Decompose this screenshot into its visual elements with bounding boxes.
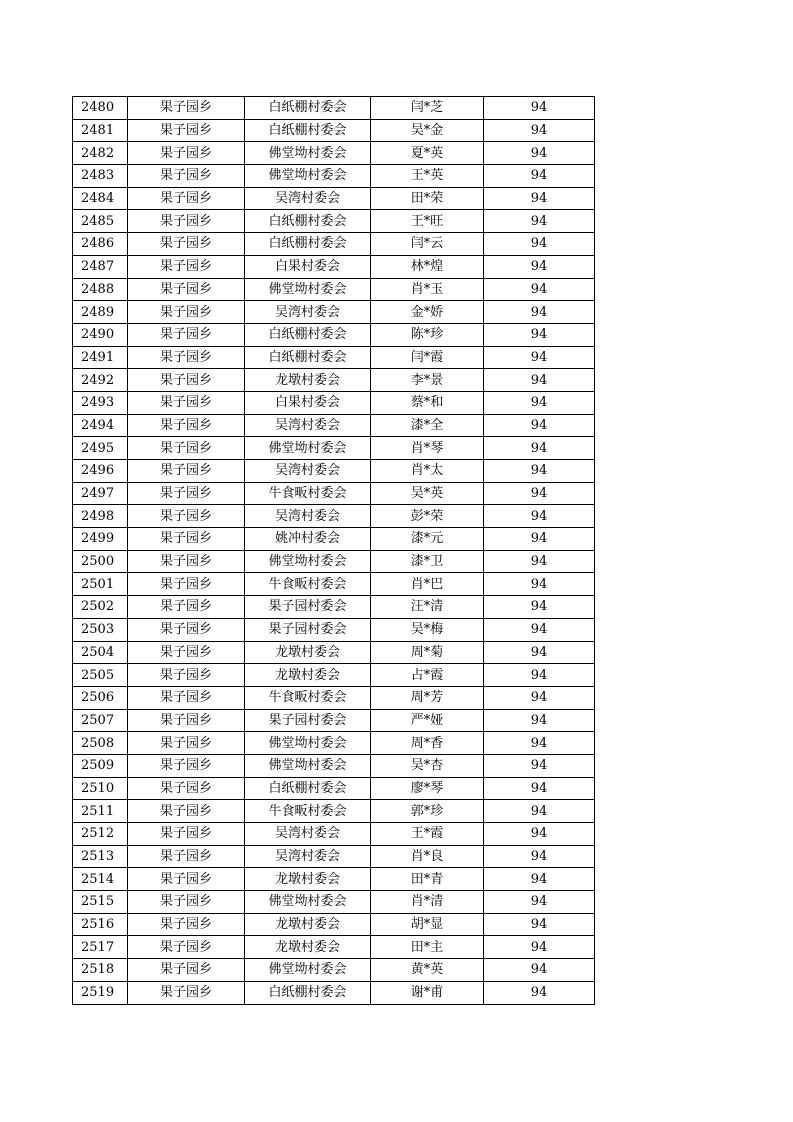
person-name-cell: 廖*琴: [371, 777, 484, 800]
table-row: [73, 528, 595, 551]
person-name-cell: 田*荣: [371, 187, 484, 210]
township-cell: 果子园乡: [128, 414, 245, 437]
row-number-cell: 2490: [73, 323, 128, 346]
village-committee-cell: 佛堂坳村委会: [245, 437, 371, 460]
row-number-cell: 2499: [73, 528, 128, 551]
village-committee-cell: 佛堂坳村委会: [245, 165, 371, 188]
row-number-cell: 2507: [73, 709, 128, 732]
village-committee-cell: 佛堂坳村委会: [245, 891, 371, 914]
person-name-cell: 王*英: [371, 165, 484, 188]
row-number-cell: 2504: [73, 641, 128, 664]
person-name-cell: 漆*卫: [371, 550, 484, 573]
row-number-cell: 2492: [73, 369, 128, 392]
person-name-cell: 林*煌: [371, 255, 484, 278]
row-number-cell: 2505: [73, 664, 128, 687]
village-committee-cell: 白纸棚村委会: [245, 777, 371, 800]
row-number-cell: 2500: [73, 550, 128, 573]
person-name-cell: 闫*云: [371, 233, 484, 256]
table-row: [73, 278, 595, 301]
village-committee-cell: 龙墩村委会: [245, 936, 371, 959]
row-number-cell: 2516: [73, 913, 128, 936]
township-cell: 果子园乡: [128, 528, 245, 551]
table-row: [73, 460, 595, 483]
row-number-cell: 2508: [73, 732, 128, 755]
person-name-cell: 占*霞: [371, 664, 484, 687]
township-cell: 果子园乡: [128, 550, 245, 573]
row-number-cell: 2511: [73, 800, 128, 823]
score-cell: 94: [484, 142, 595, 165]
score-cell: 94: [484, 119, 595, 142]
village-committee-cell: 白纸棚村委会: [245, 346, 371, 369]
township-cell: 果子园乡: [128, 142, 245, 165]
table-row: [73, 414, 595, 437]
row-number-cell: 2495: [73, 437, 128, 460]
table-row: [73, 686, 595, 709]
score-cell: 94: [484, 210, 595, 233]
table-row: [73, 573, 595, 596]
village-committee-cell: 吴湾村委会: [245, 301, 371, 324]
table-row: [73, 165, 595, 188]
village-committee-cell: 白果村委会: [245, 391, 371, 414]
row-number-cell: 2482: [73, 142, 128, 165]
table-row: [73, 981, 595, 1004]
table-row: [73, 596, 595, 619]
township-cell: 果子园乡: [128, 845, 245, 868]
village-committee-cell: 果子园村委会: [245, 709, 371, 732]
village-committee-cell: 果子园村委会: [245, 618, 371, 641]
village-committee-cell: 白果村委会: [245, 255, 371, 278]
township-cell: 果子园乡: [128, 732, 245, 755]
person-name-cell: 郭*珍: [371, 800, 484, 823]
person-name-cell: 吴*英: [371, 482, 484, 505]
township-cell: 果子园乡: [128, 981, 245, 1004]
person-name-cell: 李*景: [371, 369, 484, 392]
township-cell: 果子园乡: [128, 618, 245, 641]
table-row: [73, 437, 595, 460]
person-name-cell: 吴*金: [371, 119, 484, 142]
township-cell: 果子园乡: [128, 278, 245, 301]
score-cell: 94: [484, 165, 595, 188]
village-committee-cell: 白纸棚村委会: [245, 119, 371, 142]
person-name-cell: 周*菊: [371, 641, 484, 664]
row-number-cell: 2497: [73, 482, 128, 505]
village-committee-cell: 吴湾村委会: [245, 845, 371, 868]
person-name-cell: 闫*霞: [371, 346, 484, 369]
row-number-cell: 2506: [73, 686, 128, 709]
score-cell: 94: [484, 460, 595, 483]
township-cell: 果子园乡: [128, 913, 245, 936]
township-cell: 果子园乡: [128, 573, 245, 596]
township-cell: 果子园乡: [128, 596, 245, 619]
township-cell: 果子园乡: [128, 210, 245, 233]
table-row: [73, 119, 595, 142]
score-cell: 94: [484, 664, 595, 687]
township-cell: 果子园乡: [128, 97, 245, 120]
village-committee-cell: 佛堂坳村委会: [245, 754, 371, 777]
village-committee-cell: 白纸棚村委会: [245, 97, 371, 120]
village-committee-cell: 姚冲村委会: [245, 528, 371, 551]
score-cell: 94: [484, 528, 595, 551]
row-number-cell: 2501: [73, 573, 128, 596]
table-row: [73, 618, 595, 641]
score-cell: 94: [484, 97, 595, 120]
score-cell: 94: [484, 233, 595, 256]
table-row: [73, 959, 595, 982]
person-name-cell: 肖*良: [371, 845, 484, 868]
person-name-cell: 黄*英: [371, 959, 484, 982]
township-cell: 果子园乡: [128, 187, 245, 210]
score-cell: 94: [484, 414, 595, 437]
township-cell: 果子园乡: [128, 460, 245, 483]
person-name-cell: 蔡*和: [371, 391, 484, 414]
score-cell: 94: [484, 891, 595, 914]
row-number-cell: 2514: [73, 868, 128, 891]
table-row: [73, 823, 595, 846]
row-number-cell: 2486: [73, 233, 128, 256]
table-row: [73, 550, 595, 573]
row-number-cell: 2513: [73, 845, 128, 868]
table-row: [73, 369, 595, 392]
roster-table-body: [73, 97, 595, 1005]
township-cell: 果子园乡: [128, 119, 245, 142]
table-row: [73, 754, 595, 777]
township-cell: 果子园乡: [128, 709, 245, 732]
township-cell: 果子园乡: [128, 754, 245, 777]
score-cell: 94: [484, 391, 595, 414]
score-cell: 94: [484, 596, 595, 619]
township-cell: 果子园乡: [128, 823, 245, 846]
township-cell: 果子园乡: [128, 346, 245, 369]
township-cell: 果子园乡: [128, 777, 245, 800]
row-number-cell: 2512: [73, 823, 128, 846]
village-committee-cell: 白纸棚村委会: [245, 210, 371, 233]
score-cell: 94: [484, 823, 595, 846]
township-cell: 果子园乡: [128, 165, 245, 188]
row-number-cell: 2498: [73, 505, 128, 528]
person-name-cell: 谢*甫: [371, 981, 484, 1004]
table-row: [73, 913, 595, 936]
table-row: [73, 732, 595, 755]
score-cell: 94: [484, 981, 595, 1004]
table-row: [73, 891, 595, 914]
person-name-cell: 田*主: [371, 936, 484, 959]
township-cell: 果子园乡: [128, 505, 245, 528]
score-cell: 94: [484, 187, 595, 210]
score-cell: 94: [484, 437, 595, 460]
person-name-cell: 吴*梅: [371, 618, 484, 641]
row-number-cell: 2480: [73, 97, 128, 120]
person-name-cell: 肖*琴: [371, 437, 484, 460]
person-name-cell: 夏*英: [371, 142, 484, 165]
township-cell: 果子园乡: [128, 323, 245, 346]
township-cell: 果子园乡: [128, 959, 245, 982]
score-cell: 94: [484, 732, 595, 755]
person-name-cell: 田*青: [371, 868, 484, 891]
table-row: [73, 301, 595, 324]
row-number-cell: 2484: [73, 187, 128, 210]
score-cell: 94: [484, 845, 595, 868]
row-number-cell: 2515: [73, 891, 128, 914]
row-number-cell: 2510: [73, 777, 128, 800]
village-committee-cell: 佛堂坳村委会: [245, 278, 371, 301]
score-cell: 94: [484, 346, 595, 369]
table-row: [73, 391, 595, 414]
person-name-cell: 彭*荣: [371, 505, 484, 528]
score-cell: 94: [484, 868, 595, 891]
village-committee-cell: 牛食畈村委会: [245, 686, 371, 709]
score-cell: 94: [484, 686, 595, 709]
village-committee-cell: 佛堂坳村委会: [245, 732, 371, 755]
row-number-cell: 2487: [73, 255, 128, 278]
person-name-cell: 肖*巴: [371, 573, 484, 596]
village-committee-cell: 佛堂坳村委会: [245, 550, 371, 573]
score-cell: 94: [484, 301, 595, 324]
score-cell: 94: [484, 959, 595, 982]
row-number-cell: 2481: [73, 119, 128, 142]
table-row: [73, 868, 595, 891]
table-row: [73, 233, 595, 256]
person-name-cell: 周*香: [371, 732, 484, 755]
township-cell: 果子园乡: [128, 686, 245, 709]
score-cell: 94: [484, 255, 595, 278]
score-cell: 94: [484, 709, 595, 732]
row-number-cell: 2518: [73, 959, 128, 982]
township-cell: 果子园乡: [128, 664, 245, 687]
score-cell: 94: [484, 278, 595, 301]
township-cell: 果子园乡: [128, 437, 245, 460]
row-number-cell: 2483: [73, 165, 128, 188]
row-number-cell: 2493: [73, 391, 128, 414]
table-row: [73, 936, 595, 959]
village-committee-cell: 白纸棚村委会: [245, 233, 371, 256]
score-cell: 94: [484, 777, 595, 800]
person-name-cell: 漆*元: [371, 528, 484, 551]
village-committee-cell: 龙墩村委会: [245, 664, 371, 687]
village-committee-cell: 吴湾村委会: [245, 460, 371, 483]
village-committee-cell: 牛食畈村委会: [245, 573, 371, 596]
table-row: [73, 664, 595, 687]
village-committee-cell: 吴湾村委会: [245, 505, 371, 528]
table-row: [73, 346, 595, 369]
table-row: [73, 800, 595, 823]
village-committee-cell: 白纸棚村委会: [245, 323, 371, 346]
township-cell: 果子园乡: [128, 391, 245, 414]
roster-table: [72, 96, 595, 1005]
score-cell: 94: [484, 618, 595, 641]
person-name-cell: 金*娇: [371, 301, 484, 324]
score-cell: 94: [484, 641, 595, 664]
score-cell: 94: [484, 505, 595, 528]
score-cell: 94: [484, 550, 595, 573]
village-committee-cell: 吴湾村委会: [245, 414, 371, 437]
village-committee-cell: 牛食畈村委会: [245, 800, 371, 823]
village-committee-cell: 龙墩村委会: [245, 913, 371, 936]
village-committee-cell: 果子园村委会: [245, 596, 371, 619]
row-number-cell: 2517: [73, 936, 128, 959]
township-cell: 果子园乡: [128, 255, 245, 278]
township-cell: 果子园乡: [128, 936, 245, 959]
row-number-cell: 2491: [73, 346, 128, 369]
township-cell: 果子园乡: [128, 369, 245, 392]
township-cell: 果子园乡: [128, 233, 245, 256]
township-cell: 果子园乡: [128, 891, 245, 914]
village-committee-cell: 吴湾村委会: [245, 187, 371, 210]
table-row: [73, 187, 595, 210]
score-cell: 94: [484, 800, 595, 823]
person-name-cell: 汪*清: [371, 596, 484, 619]
row-number-cell: 2494: [73, 414, 128, 437]
score-cell: 94: [484, 369, 595, 392]
row-number-cell: 2485: [73, 210, 128, 233]
table-row: [73, 482, 595, 505]
score-cell: 94: [484, 573, 595, 596]
person-name-cell: 肖*清: [371, 891, 484, 914]
person-name-cell: 胡*显: [371, 913, 484, 936]
township-cell: 果子园乡: [128, 641, 245, 664]
score-cell: 94: [484, 323, 595, 346]
village-committee-cell: 牛食畈村委会: [245, 482, 371, 505]
table-row: [73, 255, 595, 278]
village-committee-cell: 佛堂坳村委会: [245, 142, 371, 165]
township-cell: 果子园乡: [128, 482, 245, 505]
person-name-cell: 周*芳: [371, 686, 484, 709]
person-name-cell: 肖*太: [371, 460, 484, 483]
township-cell: 果子园乡: [128, 868, 245, 891]
row-number-cell: 2488: [73, 278, 128, 301]
table-row: [73, 505, 595, 528]
person-name-cell: 漆*全: [371, 414, 484, 437]
row-number-cell: 2509: [73, 754, 128, 777]
score-cell: 94: [484, 754, 595, 777]
township-cell: 果子园乡: [128, 301, 245, 324]
score-cell: 94: [484, 913, 595, 936]
score-cell: 94: [484, 482, 595, 505]
person-name-cell: 陈*珍: [371, 323, 484, 346]
score-cell: 94: [484, 936, 595, 959]
person-name-cell: 吴*杏: [371, 754, 484, 777]
table-row: [73, 210, 595, 233]
row-number-cell: 2519: [73, 981, 128, 1004]
row-number-cell: 2489: [73, 301, 128, 324]
village-committee-cell: 龙墩村委会: [245, 641, 371, 664]
township-cell: 果子园乡: [128, 800, 245, 823]
row-number-cell: 2496: [73, 460, 128, 483]
person-name-cell: 肖*玉: [371, 278, 484, 301]
table-row: [73, 777, 595, 800]
table-row: [73, 845, 595, 868]
village-committee-cell: 佛堂坳村委会: [245, 959, 371, 982]
person-name-cell: 闫*芝: [371, 97, 484, 120]
table-row: [73, 97, 595, 120]
table-row: [73, 142, 595, 165]
person-name-cell: 王*旺: [371, 210, 484, 233]
village-committee-cell: 吴湾村委会: [245, 823, 371, 846]
village-committee-cell: 龙墩村委会: [245, 868, 371, 891]
village-committee-cell: 白纸棚村委会: [245, 981, 371, 1004]
table-row: [73, 323, 595, 346]
row-number-cell: 2503: [73, 618, 128, 641]
row-number-cell: 2502: [73, 596, 128, 619]
person-name-cell: 王*霞: [371, 823, 484, 846]
table-row: [73, 709, 595, 732]
table-row: [73, 641, 595, 664]
person-name-cell: 严*娅: [371, 709, 484, 732]
village-committee-cell: 龙墩村委会: [245, 369, 371, 392]
